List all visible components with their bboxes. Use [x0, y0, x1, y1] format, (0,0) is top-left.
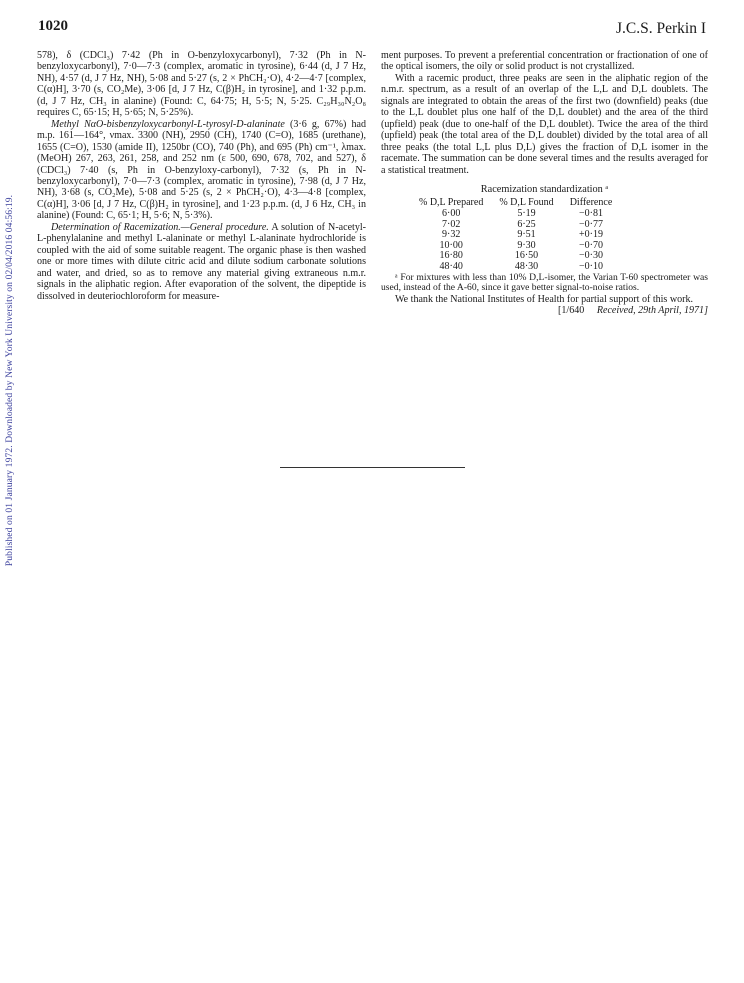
journal-title: J.C.S. Perkin I [616, 20, 706, 37]
right-column [381, 50, 708, 317]
procedure-paragraph [37, 222, 366, 302]
cell-difference: −0·81 [578, 208, 603, 220]
cell-found: 16·50 [514, 250, 539, 262]
header-found: % D,L Found [499, 197, 554, 209]
cell-prepared: 16·80 [439, 250, 463, 262]
cell-difference: −0·30 [578, 250, 603, 262]
cell-found: 48·30 [514, 261, 539, 272]
compound-name: NαO-bisbenzyloxycarbonyl-L-tyrosyl-D-alaninate [84, 118, 285, 130]
cell-prepared: 7·02 [441, 218, 461, 230]
download-notice [2, 160, 18, 600]
cell-difference: −0·10 [578, 261, 603, 272]
cell-found: 6·25 [517, 218, 536, 230]
cell-found: 9·51 [517, 229, 536, 241]
procedure-text: A solution of N-acetyl-L-phenylalanine and methyl L-alaninate or methyl L-alaninate hydrochloride is coupled with the aid of some suitable reagent. The organic phase is then washed one or more times with dilute citric acid and dilute sodium carbonate solutions and water, and dried, so as to remove any material giving extraneous n.m.r. signals in the aliphatic region. After evaporation of the solvent, the dipeptide is dissolved in deuteriochloroform for measure- [37, 221, 366, 302]
continuation-paragraph: ment purposes. To prevent a preferential concentration or fractionation of one of the optical isomers, the oily or solid product is not crystallized. [381, 50, 708, 73]
cell-difference: −0·70 [578, 239, 603, 251]
spectral-data-paragraph: 578), δ (CDCl₃) 7·42 (Ph in O-benzyloxycarbonyl), 7·32 (Ph in N-benzyloxycarbonyl), 7·0—7·3 (complex, aromatic in tyrosine), 6·44 (d, J 7 Hz, NH), 4·57 (d, J 7 Hz, NH), 5·08 and 5·27 (s, 2 × PhCH₂·O), 4·2—4·7 [complex, C(α)H], 3·70 (s, CO₂Me), 3·06 [d, J 7 Hz, C(β)H₂ in tyrosine], and 1·32 p.p.m. (d, J 7 Hz, CH₃ in alanine) (Found: C, 64·75; H, 5·5; N, 5·25. C₂₉H₃₀N₂O₈ requires C, 65·15; H, 5·65; N, 5·25%). [37, 50, 366, 119]
compound-name-prefix: Methyl [51, 118, 79, 130]
cell-found: 9·30 [517, 239, 536, 251]
acknowledgement: We thank the National Institutes of Health for partial support of this work. [395, 293, 694, 305]
table-footnote: ᵃ For mixtures with less than 10% D,L-isomer, the Varian T-60 spectrometer was used, instead of the A-60, since it gave better signal-to-noise ratios. [381, 271, 708, 294]
compound-paragraph [37, 119, 366, 222]
racemization-table [411, 198, 620, 272]
download-notice-text: Published on 01 January 1972. Downloaded by New York University on 02/04/2016 04:56:19. [4, 194, 16, 566]
left-column [37, 50, 366, 302]
procedure-heading: Determination of Racemization.—General procedure. [51, 221, 269, 233]
cell-found: 5·19 [517, 208, 536, 220]
table-row [411, 262, 620, 273]
received-date: Received, 29th April, 1971] [596, 305, 708, 317]
header-difference: Difference [569, 197, 613, 209]
cell-prepared: 9·32 [441, 229, 461, 241]
cell-difference: −0·77 [578, 218, 603, 230]
cell-prepared: 6·00 [441, 208, 461, 220]
cell-prepared: 48·40 [439, 261, 463, 272]
header-prepared: % D,L Prepared [419, 197, 484, 209]
received-line [381, 305, 708, 316]
page-number: 1020 [38, 18, 68, 34]
cell-prepared: 10·00 [439, 239, 463, 251]
received-ref: [1/640 [558, 305, 585, 317]
table-caption: Racemization standardization ᵃ [480, 183, 609, 195]
compound-data: (3·6 g, 67%) had m.p. 161—164°, νmax. 3300 (NH), 2950 (CH), 1740 (C=O), 1685 (urethane), 1655 (C=O), 1530 (amide II), 1250br (CO), 740 (Ph), and 695 (Ph) cm⁻¹, λmax. (MeOH) 267, 263, 261, 258, and 252 nm (ε 500, 690, 678, 702, and 527), δ (CDCl₃) 7·40 (s, Ph in O-benzyloxy-carbonyl), 7·32 (s, Ph in N-benzyloxycarbonyl), 7·0—7·3 (complex, aromatic in tyrosine), 7·98 (d, J 7 Hz, NH), 3·68 (s, CO₂Me), 5·08 and 5·25 (s, 2 × PhCH₂·O), 4·3—4·8 [complex, C(α)H], 3·06 [d, J 7 Hz, C(β)H₂ in tyrosine], and 1·23 p.p.m. (d, J 6 Hz, CH₃ in alanine) (Found: C, 65·1; H, 5·6; N, 5·3%). [37, 118, 366, 222]
cell-difference: +0·19 [578, 229, 603, 241]
end-rule [280, 467, 465, 468]
racemic-product-paragraph: With a racemic product, three peaks are seen in the aliphatic region of the n.m.r. spectrum, as a result of an overlap of the L,L and D,L doublets. The signals are integrated to obtain the areas of the first two (downfield) peaks (due to the L,L doublet plus one half of the D,L doublet) and the area of the third (upfield) peak (due to one-half of the D,L doublet). Twice the area of the third (upfield) peak (the total area of the D,L doublet) divided by the total area of all three peaks (the total L,L plus D,L) gives the fraction of D,L isomer in the racemate. The summation can be done several times and the results averaged for a statistical treatment. [381, 72, 708, 176]
